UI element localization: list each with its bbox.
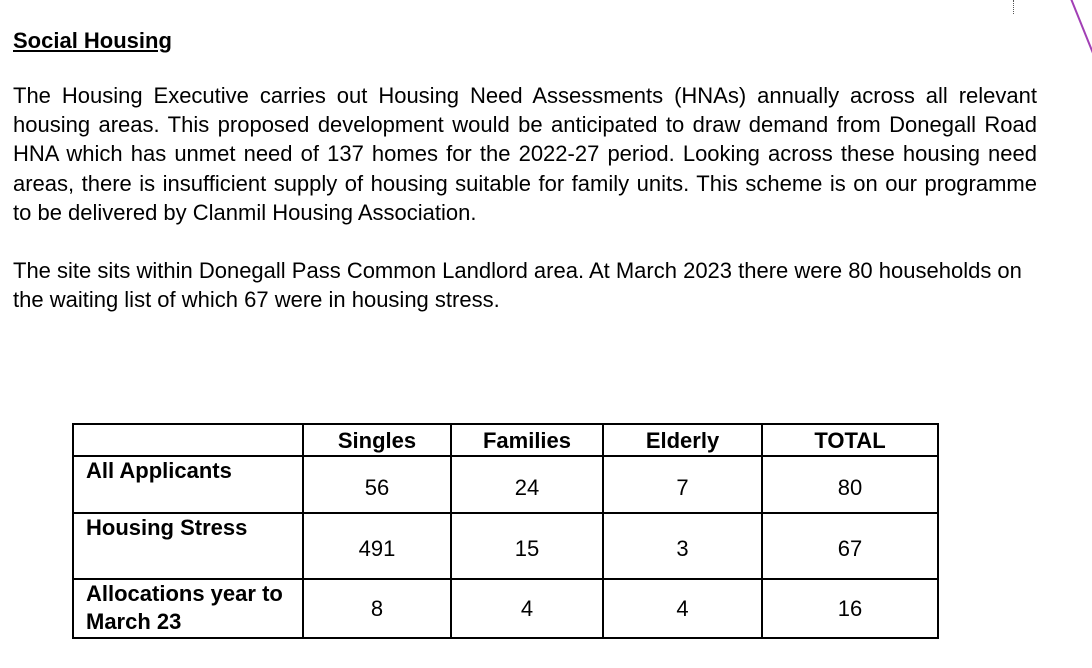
cell-value: 7 — [603, 456, 762, 513]
cell-value: 16 — [762, 579, 938, 638]
housing-table-container — [72, 423, 939, 639]
cell-value: 4 — [603, 579, 762, 638]
cell-value: 24 — [451, 456, 603, 513]
row-label-all-applicants: All Applicants — [73, 456, 303, 513]
section-heading: Social Housing — [13, 28, 172, 53]
paragraph-hna: The Housing Executive carries out Housing Need Assessments (HNAs) annually across all relevant housing areas. This proposed development would be anticipated to draw demand from Donegall Road HNA which has unmet need of 137 homes for the 2022-27 period. Looking across these housing need areas, there is insufficient supply of housing suitable for family units. This scheme is on our programme to be delivered by Clanmil Housing Association. — [13, 83, 1037, 225]
table-row — [73, 513, 938, 579]
cell-value: 491 — [303, 513, 451, 579]
cell-value: 67 — [762, 513, 938, 579]
cell-value: 4 — [451, 579, 603, 638]
table-row — [73, 579, 938, 638]
header-cell-families: Families — [451, 424, 603, 456]
document-body — [13, 24, 1037, 314]
header-cell-total: TOTAL — [762, 424, 938, 456]
cell-value: 8 — [303, 579, 451, 638]
header-cell-singles: Singles — [303, 424, 451, 456]
decorative-accent-line — [1068, 0, 1092, 79]
housing-need-table — [72, 423, 939, 639]
cell-value: 15 — [451, 513, 603, 579]
paragraph-waiting-list: The site sits within Donegall Pass Common Landlord area. At March 2023 there were 80 households on the waiting list of which 67 were in housing stress. — [13, 258, 1022, 313]
row-label-housing-stress: Housing Stress — [73, 513, 303, 579]
table-row — [73, 456, 938, 513]
header-cell-blank — [73, 424, 303, 456]
page-corner-mark — [1013, 0, 1014, 14]
cell-value: 56 — [303, 456, 451, 513]
cell-value: 80 — [762, 456, 938, 513]
table-header-row — [73, 424, 938, 456]
cell-value: 3 — [603, 513, 762, 579]
header-cell-elderly: Elderly — [603, 424, 762, 456]
row-label-allocations: Allocations year to March 23 — [73, 579, 303, 638]
